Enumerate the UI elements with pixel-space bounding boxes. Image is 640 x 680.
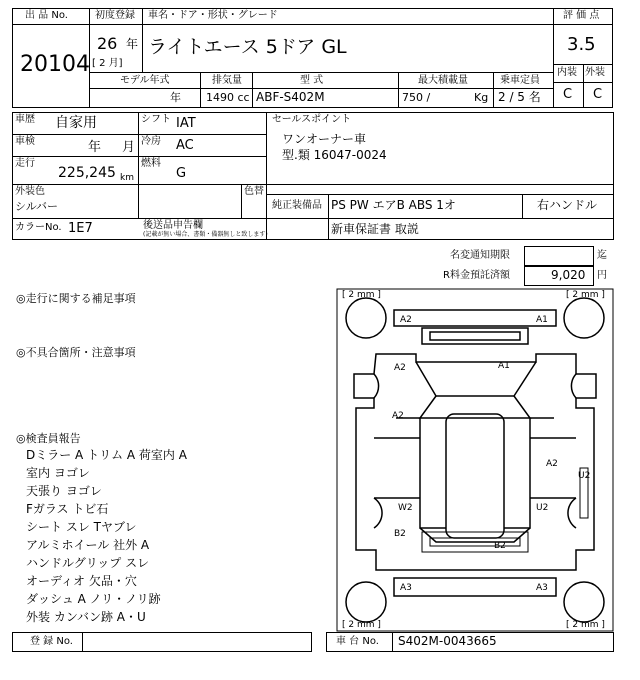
report-line: 室内 ヨゴレ xyxy=(26,466,90,480)
first-reg-label: 初度登録 xyxy=(95,10,135,21)
damage-code: W2 xyxy=(398,503,413,513)
color-value: シルバー xyxy=(15,200,58,213)
max-load-label: 最大積載量 xyxy=(418,75,468,86)
report-line: Dミラー A トリム A 荷室内 A xyxy=(26,448,187,462)
reg-label: 登 録 No. xyxy=(30,636,73,647)
report-line: シート スレ Tヤブレ xyxy=(26,520,137,534)
max-load-value: 750 / xyxy=(402,91,431,104)
history-value: 自家用 xyxy=(55,115,97,131)
report-line: Fガラス トビ石 xyxy=(26,502,109,516)
fuel-value: G xyxy=(176,166,187,181)
docs-value: 新車保証書 取説 xyxy=(331,222,419,236)
ac-label: 冷房 xyxy=(141,136,161,147)
exterior-grade: C xyxy=(593,87,603,102)
recycle-value: 9,020 xyxy=(551,268,586,282)
mileage-unit: km xyxy=(120,173,134,183)
damage-code: A1 xyxy=(536,315,548,325)
color-no-label: カラーNo. xyxy=(15,222,62,233)
report-line: 外装 カンバン跡 A・U xyxy=(26,610,146,624)
car-name: ライトエース 5ドア GL xyxy=(148,36,347,58)
score-label: 評 価 点 xyxy=(563,10,600,21)
repaint-label: 色替 xyxy=(244,186,264,197)
tire-rear-left: [ 2 mm ] xyxy=(342,620,381,630)
model-year-unit: 年 xyxy=(170,91,181,104)
displacement-value: 1490 cc xyxy=(206,91,250,104)
tire-rear-right: [ 2 mm ] xyxy=(566,620,605,630)
damage-code: A3 xyxy=(400,583,412,593)
type-value: ABF-S402M xyxy=(256,90,325,104)
docs-label: 後送品申告欄 xyxy=(143,220,203,231)
damage-code: A2 xyxy=(400,315,412,325)
lot-number: 20104 xyxy=(20,52,90,77)
fuel-label: 燃料 xyxy=(141,158,161,169)
damage-code: B2 xyxy=(394,529,406,539)
shift-value: IAT xyxy=(176,116,196,131)
inspector-label: ◎検査員報告 xyxy=(16,432,81,445)
shift-label: シフト xyxy=(141,114,171,125)
ac-value: AC xyxy=(176,138,194,153)
score-value: 3.5 xyxy=(567,34,596,55)
equipment-label: 純正装備品 xyxy=(272,200,322,211)
type-label: 型 式 xyxy=(300,75,324,86)
chassis-label: 車 台 No. xyxy=(336,636,379,647)
capacity-value: 2 / 5 名 xyxy=(498,90,541,104)
color-label: 外装色 xyxy=(15,186,45,197)
max-load-unit: Kg xyxy=(474,91,489,104)
color-no-value: 1E7 xyxy=(68,221,93,236)
handle-value: 右ハンドル xyxy=(537,198,598,212)
first-reg-year: 26 xyxy=(97,34,118,53)
damage-diagram xyxy=(336,288,614,632)
first-reg-month: [ 2 月] xyxy=(92,58,123,69)
sales-line-2: 型.類 16047-0024 xyxy=(282,148,387,162)
recycle-label: R料金預託済額 xyxy=(443,270,510,281)
model-year-label: モデル年式 xyxy=(120,75,170,86)
supplement-label: ◎走行に関する補足事項 xyxy=(16,292,136,305)
name-change-box xyxy=(524,246,594,266)
lot-label: 出 品 No. xyxy=(25,10,68,21)
mileage-value: 225,245 xyxy=(58,165,116,181)
damage-code: A2 xyxy=(546,459,558,469)
interior-grade: C xyxy=(563,87,573,102)
docs-note: (記載が無い場合、書類・備器無しと致します) xyxy=(143,231,268,238)
damage-code: U2 xyxy=(578,471,591,481)
report-line: ハンドルグリップ スレ xyxy=(26,556,150,570)
damage-code: A2 xyxy=(392,411,404,421)
report-line: ダッシュ A ノリ・ノリ跡 xyxy=(26,592,161,606)
tire-front-left: [ 2 mm ] xyxy=(342,290,381,300)
damage-code: B2 xyxy=(494,541,506,551)
inspection-year: 年 xyxy=(88,140,102,155)
equipment-value: PS PW エアB ABS 1オ xyxy=(331,198,456,212)
name-change-label: 名変通知期限 xyxy=(450,250,510,261)
sales-label: セールスポイント xyxy=(272,114,352,125)
tire-front-right: [ 2 mm ] xyxy=(566,290,605,300)
history-label: 車歴 xyxy=(15,114,35,125)
damage-code: A1 xyxy=(498,361,510,371)
sales-line-1: ワンオーナー車 xyxy=(282,132,367,146)
first-reg-year-unit: 年 xyxy=(126,37,139,51)
defect-label: ◎不具合箇所・注意事項 xyxy=(16,346,136,359)
name-change-unit: 迄 xyxy=(597,250,607,261)
damage-code: A3 xyxy=(536,583,548,593)
exterior-label: 外装 xyxy=(585,67,605,78)
mileage-label: 走行 xyxy=(15,158,35,169)
damage-code: A2 xyxy=(394,363,406,373)
car-name-label: 車名・ドア・形状・グレード xyxy=(148,10,278,21)
inspection-label: 車検 xyxy=(15,136,35,147)
interior-label: 内装 xyxy=(557,67,577,78)
inspection-month: 月 xyxy=(122,140,136,155)
displacement-label: 排気量 xyxy=(212,75,242,86)
damage-code: U2 xyxy=(536,503,549,513)
capacity-label: 乗車定員 xyxy=(500,75,540,86)
report-line: アルミホイール 社外 A xyxy=(26,538,150,552)
chassis-value: S402M-0043665 xyxy=(398,634,497,648)
recycle-unit: 円 xyxy=(597,270,607,281)
report-line: オーディオ 欠品・穴 xyxy=(26,574,137,588)
report-line: 天張り ヨゴレ xyxy=(26,484,102,498)
